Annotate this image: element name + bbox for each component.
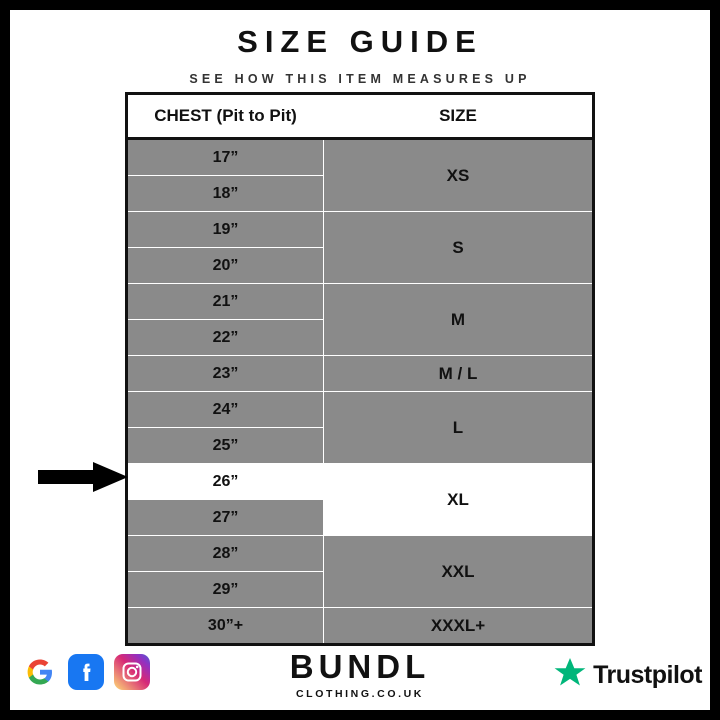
- table-row: [127, 608, 594, 645]
- column-header-chest: CHEST (Pit to Pit): [127, 94, 324, 139]
- size-table: [125, 92, 595, 646]
- selected-size-arrow-icon: [38, 462, 128, 492]
- table-row: [127, 536, 594, 572]
- size-cell: XXXL+: [324, 608, 594, 645]
- size-cell: XS: [324, 139, 594, 212]
- chest-cell: 23”: [127, 356, 324, 392]
- trustpilot-label: Trustpilot: [593, 661, 702, 689]
- table-row: [127, 212, 594, 248]
- chest-cell: 18”: [127, 176, 324, 212]
- page-title: SIZE GUIDE: [237, 24, 483, 59]
- size-cell: S: [324, 212, 594, 284]
- size-guide-card: [10, 10, 710, 710]
- column-header-size: SIZE: [324, 94, 594, 139]
- page-subtitle: SEE HOW THIS ITEM MEASURES UP: [189, 72, 531, 86]
- size-cell: M: [324, 284, 594, 356]
- table-row-highlighted: [127, 464, 594, 500]
- trustpilot-star-icon: [553, 656, 587, 695]
- chest-cell-selected: 26”: [127, 464, 324, 500]
- trustpilot-logo: [553, 656, 702, 695]
- chest-cell: 19”: [127, 212, 324, 248]
- chest-cell: 29”: [127, 572, 324, 608]
- size-cell: XXL: [324, 536, 594, 608]
- size-cell: L: [324, 392, 594, 464]
- footer: [10, 640, 710, 710]
- chest-cell: 24”: [127, 392, 324, 428]
- chest-cell: 30”+: [127, 608, 324, 645]
- chest-cell: 20”: [127, 248, 324, 284]
- size-cell: M / L: [324, 356, 594, 392]
- table-row: [127, 139, 594, 176]
- table-row: [127, 284, 594, 320]
- chest-cell: 17”: [127, 139, 324, 176]
- chest-cell: 28”: [127, 536, 324, 572]
- size-table-wrap: [125, 92, 595, 646]
- size-cell-selected: XL: [324, 464, 594, 536]
- brand-domain: CLOTHING.CO.UK: [296, 688, 424, 700]
- chest-cell: 22”: [127, 320, 324, 356]
- table-row: [127, 356, 594, 392]
- chest-cell: 25”: [127, 428, 324, 464]
- table-header-row: [127, 94, 594, 139]
- chest-cell: 27”: [127, 500, 324, 536]
- brand-name: BUNDL: [289, 648, 431, 685]
- chest-cell: 21”: [127, 284, 324, 320]
- table-row: [127, 392, 594, 428]
